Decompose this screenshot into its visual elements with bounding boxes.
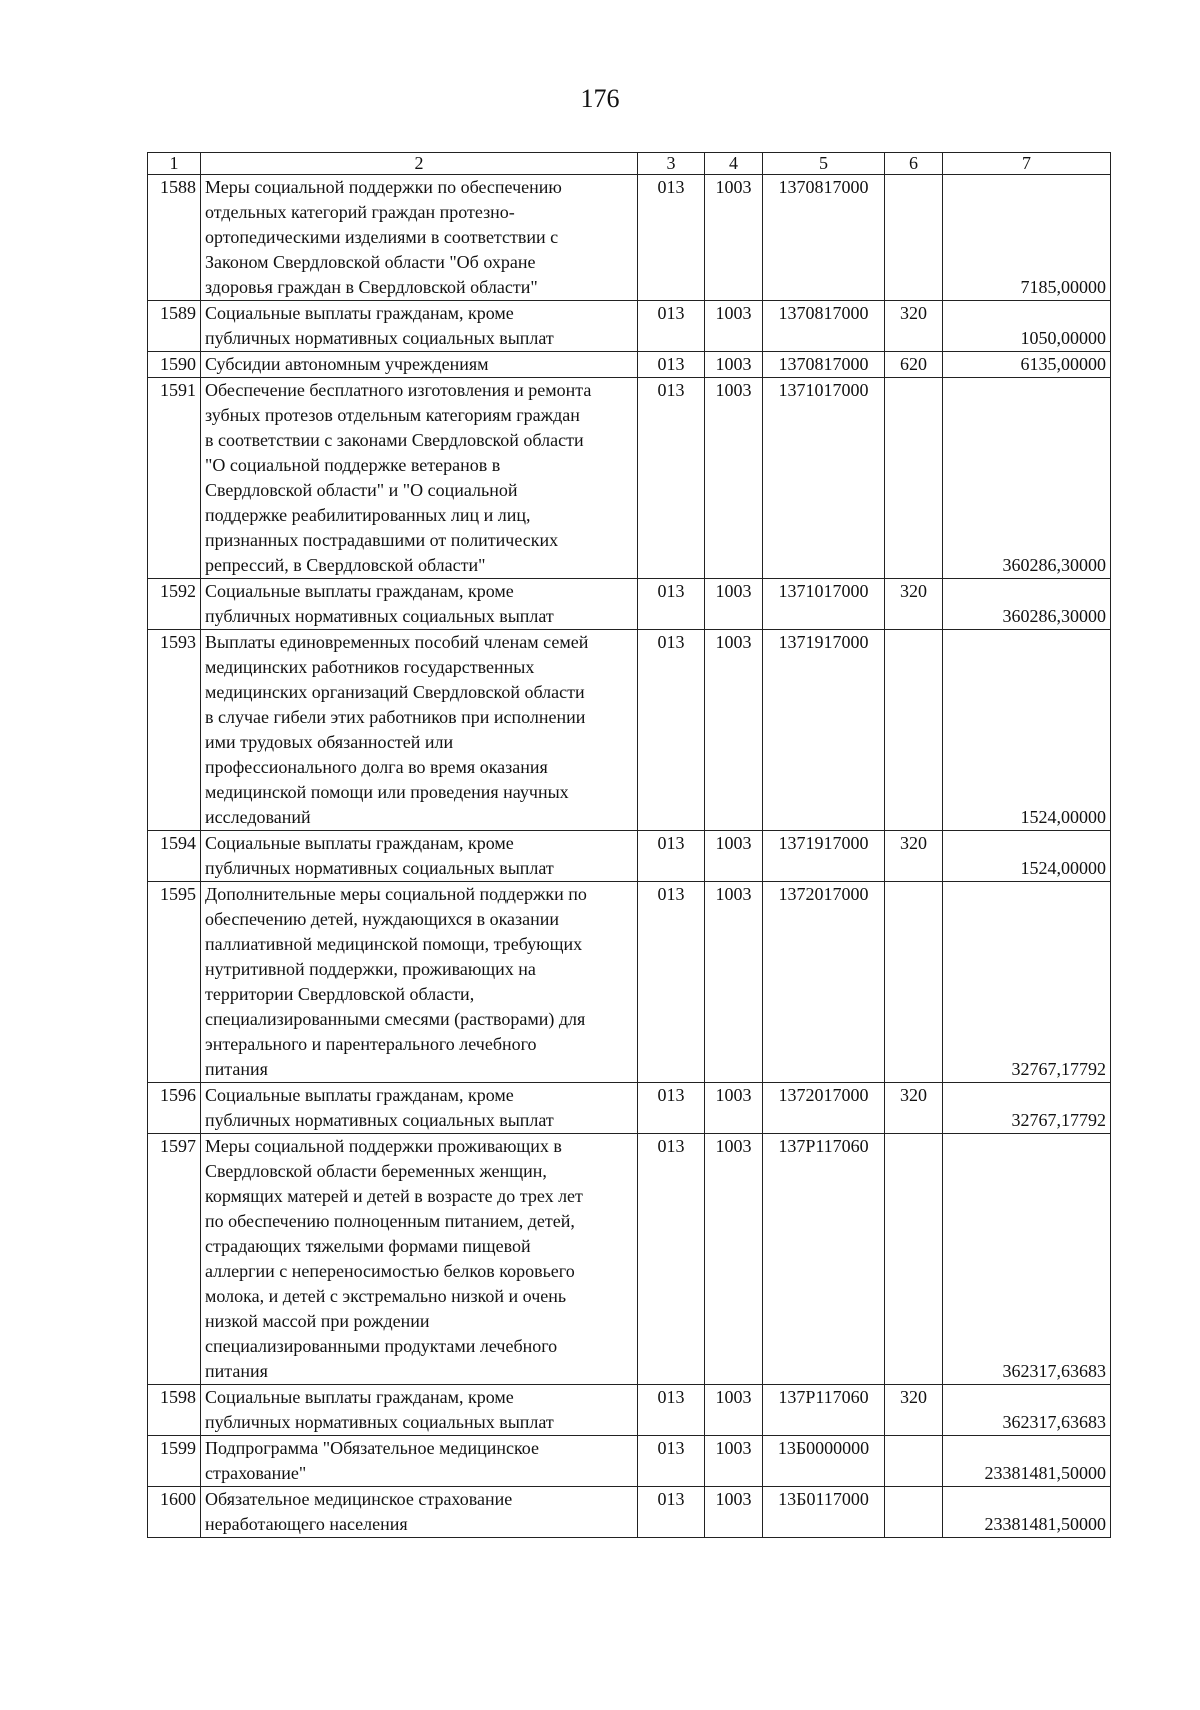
expense-type-code <box>885 1436 943 1487</box>
description-line: признанных пострадавшими от политических <box>205 530 559 550</box>
description-line: медицинских работников государственных <box>205 657 535 677</box>
target-article-code: 1371017000 <box>763 579 885 630</box>
description-line: публичных нормативных социальных выплат <box>205 606 554 626</box>
section-code: 1003 <box>705 301 763 352</box>
description-line: страдающих тяжелыми формами пищевой <box>205 1236 531 1256</box>
target-article-code: 13Б0000000 <box>763 1436 885 1487</box>
row-description <box>201 301 638 352</box>
description-line: Законом Свердловской области "Об охране <box>205 252 536 272</box>
description-line: Меры социальной поддержки по обеспечению <box>205 177 562 197</box>
description-line: ими трудовых обязанностей или <box>205 732 454 752</box>
description-line: публичных нормативных социальных выплат <box>205 328 554 348</box>
description-line: публичных нормативных социальных выплат <box>205 1412 554 1432</box>
row-number: 1600 <box>148 1487 201 1538</box>
ministry-code: 013 <box>638 1436 705 1487</box>
page-number: 176 <box>580 84 620 113</box>
expense-type-code <box>885 378 943 579</box>
description-line: по обеспечению полноценным питанием, детей, <box>205 1211 575 1231</box>
row-description <box>201 1487 638 1538</box>
ministry-code: 013 <box>638 1385 705 1436</box>
ministry-code: 013 <box>638 882 705 1083</box>
row-number: 1590 <box>148 352 201 378</box>
row-description <box>201 378 638 579</box>
description-line: публичных нормативных социальных выплат <box>205 858 554 878</box>
table-row <box>148 579 1111 630</box>
section-code: 1003 <box>705 882 763 1083</box>
amount: 360286,30000 <box>943 378 1111 579</box>
description-line: Меры социальной поддержки проживающих в <box>205 1136 562 1156</box>
description-line: обеспечению детей, нуждающихся в оказании <box>205 909 560 929</box>
table-row <box>148 882 1111 1083</box>
expense-type-code: 320 <box>885 831 943 882</box>
row-number: 1588 <box>148 175 201 301</box>
expense-type-code <box>885 630 943 831</box>
table-row <box>148 1134 1111 1385</box>
expense-type-code: 320 <box>885 1385 943 1436</box>
ministry-code: 013 <box>638 175 705 301</box>
description-line: низкой массой при рождении <box>205 1311 430 1331</box>
description-line: Подпрограмма "Обязательное медицинское <box>205 1438 540 1458</box>
description-line: страхование" <box>205 1463 307 1483</box>
description-line: Социальные выплаты гражданам, кроме <box>205 833 514 853</box>
table-row <box>148 301 1111 352</box>
description-line: энтерального и парентерального лечебного <box>205 1034 537 1054</box>
description-line: питания <box>205 1059 268 1079</box>
row-description <box>201 1385 638 1436</box>
description-line: Социальные выплаты гражданам, кроме <box>205 1085 514 1105</box>
expense-type-code: 620 <box>885 352 943 378</box>
description-line: неработающего населения <box>205 1514 408 1534</box>
ministry-code: 013 <box>638 301 705 352</box>
section-code: 1003 <box>705 579 763 630</box>
section-code: 1003 <box>705 1083 763 1134</box>
description-line: Субсидии автономным учреждениям <box>205 354 489 374</box>
description-line: медицинской помощи или проведения научных <box>205 782 569 802</box>
section-code: 1003 <box>705 831 763 882</box>
section-code: 1003 <box>705 175 763 301</box>
description-line: Социальные выплаты гражданам, кроме <box>205 581 514 601</box>
amount: 362317,63683 <box>943 1134 1111 1385</box>
target-article-code: 1370817000 <box>763 175 885 301</box>
row-number: 1589 <box>148 301 201 352</box>
row-description <box>201 1083 638 1134</box>
section-code: 1003 <box>705 352 763 378</box>
row-description <box>201 1134 638 1385</box>
description-line: специализированными продуктами лечебного <box>205 1336 558 1356</box>
description-line: ортопедическими изделиями в соответствии с <box>205 227 559 247</box>
description-line: профессионального долга во время оказания <box>205 757 548 777</box>
table-body <box>148 175 1111 1538</box>
col-header: 7 <box>943 153 1111 175</box>
col-header: 2 <box>201 153 638 175</box>
description-line: паллиативной медицинской помощи, требующих <box>205 934 583 954</box>
amount: 1524,00000 <box>943 831 1111 882</box>
target-article-code: 137P117060 <box>763 1134 885 1385</box>
ministry-code: 013 <box>638 1487 705 1538</box>
expense-type-code: 320 <box>885 579 943 630</box>
table-row <box>148 831 1111 882</box>
target-article-code: 1370817000 <box>763 352 885 378</box>
amount: 1524,00000 <box>943 630 1111 831</box>
section-code: 1003 <box>705 1487 763 1538</box>
row-number: 1592 <box>148 579 201 630</box>
row-description <box>201 175 638 301</box>
row-description <box>201 579 638 630</box>
target-article-code: 1371917000 <box>763 630 885 831</box>
table-row <box>148 378 1111 579</box>
description-line: "О социальной поддержке ветеранов в <box>205 455 501 475</box>
ministry-code: 013 <box>638 630 705 831</box>
description-line: территории Свердловской области, <box>205 984 475 1004</box>
table-row <box>148 175 1111 301</box>
row-description <box>201 352 638 378</box>
description-line: Обеспечение бесплатного изготовления и ремонта <box>205 380 592 400</box>
ministry-code: 013 <box>638 831 705 882</box>
description-line: репрессий, в Свердловской области" <box>205 555 486 575</box>
ministry-code: 013 <box>638 1083 705 1134</box>
description-line: аллергии с непереносимостью белков коровьего <box>205 1261 575 1281</box>
col-header: 1 <box>148 153 201 175</box>
amount: 32767,17792 <box>943 882 1111 1083</box>
section-code: 1003 <box>705 378 763 579</box>
row-number: 1597 <box>148 1134 201 1385</box>
expense-type-code <box>885 1134 943 1385</box>
description-line: Дополнительные меры социальной поддержки по <box>205 884 587 904</box>
target-article-code: 1371017000 <box>763 378 885 579</box>
col-header: 6 <box>885 153 943 175</box>
col-header: 4 <box>705 153 763 175</box>
description-line: исследований <box>205 807 311 827</box>
row-number: 1598 <box>148 1385 201 1436</box>
description-line: поддержке реабилитированных лиц и лиц, <box>205 505 531 525</box>
expense-type-code <box>885 175 943 301</box>
description-line: в случае гибели этих работников при исполнении <box>205 707 586 727</box>
table-row <box>148 1083 1111 1134</box>
description-line: зубных протезов отдельным категориям граждан <box>205 405 580 425</box>
description-line: молока, и детей с экстремально низкой и очень <box>205 1286 567 1306</box>
amount: 362317,63683 <box>943 1385 1111 1436</box>
description-line: Свердловской области" и "О социальной <box>205 480 518 500</box>
row-number: 1599 <box>148 1436 201 1487</box>
expense-type-code: 320 <box>885 1083 943 1134</box>
target-article-code: 137P117060 <box>763 1385 885 1436</box>
col-header: 3 <box>638 153 705 175</box>
section-code: 1003 <box>705 1385 763 1436</box>
row-number: 1593 <box>148 630 201 831</box>
amount: 360286,30000 <box>943 579 1111 630</box>
amount: 23381481,50000 <box>943 1487 1111 1538</box>
expense-type-code <box>885 882 943 1083</box>
table-row <box>148 1487 1111 1538</box>
target-article-code: 1372017000 <box>763 882 885 1083</box>
ministry-code: 013 <box>638 579 705 630</box>
section-code: 1003 <box>705 1436 763 1487</box>
row-number: 1595 <box>148 882 201 1083</box>
description-line: отдельных категорий граждан протезно- <box>205 202 515 222</box>
section-code: 1003 <box>705 1134 763 1385</box>
expense-type-code <box>885 1487 943 1538</box>
header-row <box>148 153 1111 175</box>
ministry-code: 013 <box>638 378 705 579</box>
row-number: 1594 <box>148 831 201 882</box>
description-line: Свердловской области беременных женщин, <box>205 1161 547 1181</box>
description-line: Выплаты единовременных пособий членам семей <box>205 632 589 652</box>
amount: 23381481,50000 <box>943 1436 1111 1487</box>
amount: 1050,00000 <box>943 301 1111 352</box>
description-line: Обязательное медицинское страхование <box>205 1489 513 1509</box>
description-line: Социальные выплаты гражданам, кроме <box>205 1387 514 1407</box>
target-article-code: 1370817000 <box>763 301 885 352</box>
row-description <box>201 882 638 1083</box>
table-row <box>148 1385 1111 1436</box>
row-description <box>201 831 638 882</box>
description-line: питания <box>205 1361 268 1381</box>
row-description <box>201 1436 638 1487</box>
description-line: нутритивной поддержки, проживающих на <box>205 959 536 979</box>
col-header: 5 <box>763 153 885 175</box>
amount: 7185,00000 <box>943 175 1111 301</box>
table-row <box>148 1436 1111 1487</box>
table-row <box>148 352 1111 378</box>
expense-type-code: 320 <box>885 301 943 352</box>
amount: 6135,00000 <box>943 352 1111 378</box>
target-article-code: 1371917000 <box>763 831 885 882</box>
row-description <box>201 630 638 831</box>
budget-table <box>147 152 1111 1538</box>
target-article-code: 13Б0117000 <box>763 1487 885 1538</box>
target-article-code: 1372017000 <box>763 1083 885 1134</box>
row-number: 1596 <box>148 1083 201 1134</box>
ministry-code: 013 <box>638 352 705 378</box>
description-line: медицинских организаций Свердловской области <box>205 682 585 702</box>
description-line: кормящих матерей и детей в возрасте до трех лет <box>205 1186 583 1206</box>
section-code: 1003 <box>705 630 763 831</box>
ministry-code: 013 <box>638 1134 705 1385</box>
description-line: специализированными смесями (растворами) для <box>205 1009 586 1029</box>
table-row <box>148 630 1111 831</box>
row-number: 1591 <box>148 378 201 579</box>
description-line: публичных нормативных социальных выплат <box>205 1110 554 1130</box>
description-line: здоровья граждан в Свердловской области" <box>205 277 538 297</box>
amount: 32767,17792 <box>943 1083 1111 1134</box>
description-line: в соответствии с законами Свердловской области <box>205 430 584 450</box>
description-line: Социальные выплаты гражданам, кроме <box>205 303 514 323</box>
